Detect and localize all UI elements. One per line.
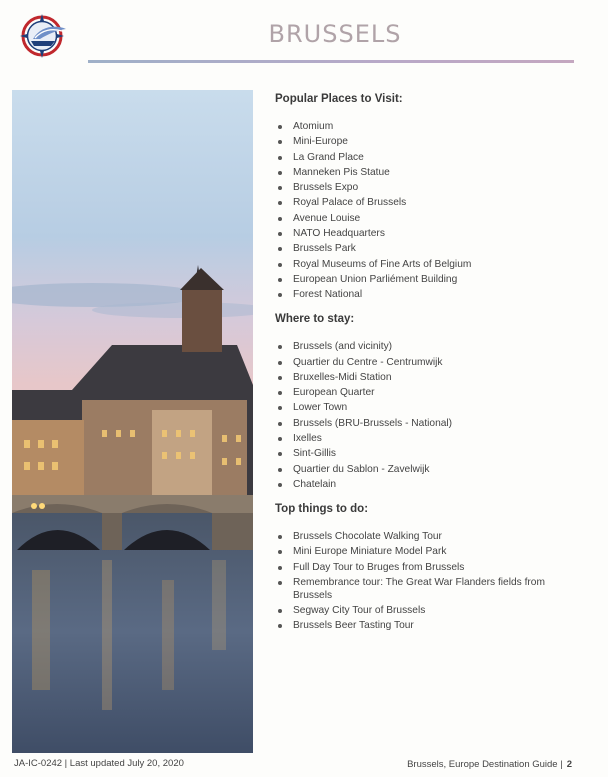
page-title: BRUSSELS <box>268 20 402 48</box>
list-item: Brussels Expo <box>275 181 575 194</box>
list-item: Royal Palace of Brussels <box>275 196 575 209</box>
list-item: Sint-Gillis <box>275 447 575 460</box>
list-item: Brussels Beer Tasting Tour <box>275 619 575 632</box>
section-popular-places <box>275 93 575 301</box>
city-river-photo <box>12 90 253 753</box>
list-item: Royal Museums of Fine Arts of Belgium <box>275 258 575 271</box>
section-heading: Popular Places to Visit: <box>275 93 403 105</box>
list-item: La Grand Place <box>275 151 575 164</box>
list-item: Quartier du Sablon - Zavelwijk <box>275 463 575 476</box>
list-item: Avenue Louise <box>275 212 575 225</box>
list-item: Brussels Chocolate Walking Tour <box>275 530 575 543</box>
section-where-to-stay <box>275 313 575 491</box>
list-item: Brussels (BRU-Brussels - National) <box>275 417 575 430</box>
compass-ship-logo-icon <box>18 12 72 60</box>
list-item: Bruxelles-Midi Station <box>275 371 575 384</box>
section-heading: Where to stay: <box>275 313 355 326</box>
section-heading: Top things to do: <box>275 502 369 515</box>
section-top-things <box>275 503 575 632</box>
list-item: European Quarter <box>275 386 575 399</box>
list-item: European Union Parliément Building <box>275 273 575 286</box>
list-item: NATO Headquarters <box>275 227 575 240</box>
footer-document-id: JA-IC-0242 | Last updated July 20, 2020 <box>14 758 184 769</box>
list-item: Lower Town <box>275 401 575 414</box>
list-item: Mini Europe Miniature Model Park <box>275 545 575 558</box>
list-item: Mini-Europe <box>275 135 575 148</box>
list-item: Remembrance tour: The Great War Flanders fields from Brussels <box>275 576 575 602</box>
list-item: Chatelain <box>275 478 575 491</box>
footer-guide-label: Brussels, Europe Destination Guide | <box>407 759 563 770</box>
list-item: Ixelles <box>275 432 575 445</box>
popular-places-list <box>275 120 575 301</box>
list-item: Full Day Tour to Bruges from Brussels <box>275 561 575 574</box>
header-divider <box>88 60 574 63</box>
top-things-list <box>275 530 575 632</box>
list-item: Manneken Pis Statue <box>275 166 575 179</box>
where-to-stay-list <box>275 340 575 491</box>
company-logo <box>18 12 72 60</box>
list-item: Atomium <box>275 120 575 133</box>
list-item: Forest National <box>275 288 575 301</box>
list-item: Segway City Tour of Brussels <box>275 604 575 617</box>
page-number: 2 <box>566 759 572 770</box>
footer-guide-title <box>407 759 572 770</box>
destination-content <box>275 93 575 644</box>
list-item: Quartier du Centre - Centrumwijk <box>275 356 575 369</box>
list-item: Brussels (and vicinity) <box>275 340 575 353</box>
list-item: Brussels Park <box>275 242 575 255</box>
